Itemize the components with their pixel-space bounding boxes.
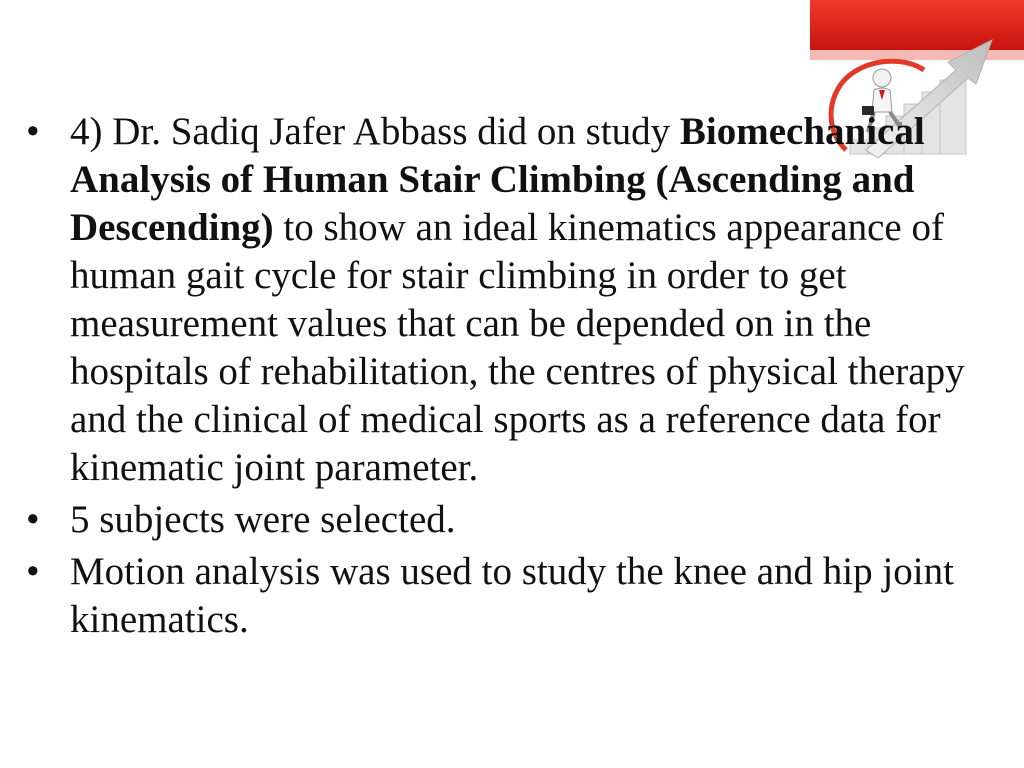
bullet-item-study (26, 108, 1001, 492)
subjects-text: 5 subjects were selected. (70, 498, 456, 541)
study-intro-text: 4) Dr. Sadiq Jafer Abbass did on study (70, 110, 680, 153)
logo-red-banner (810, 0, 1024, 50)
bullet-item-motion-analysis (26, 548, 1001, 644)
study-description-text: to show an ideal kinematics appearance of human gait cycle for stair climbing in order to get measurement values that can be depended on in the hospitals of rehabilitation, the centres of physical therapy and the clinical of medical sports as a reference data for kinematic joint parameter. (70, 206, 965, 489)
study-title-text: Biomechanical Analysis of Human Stair Climbing (Ascending and Descending) (70, 110, 925, 249)
bullet-marker: • (26, 550, 40, 593)
slide-content (26, 108, 1001, 648)
bullet-list (26, 108, 1001, 644)
bullet-marker: • (26, 498, 40, 541)
bullet-item-subjects (26, 496, 1001, 544)
motion-analysis-text: Motion analysis was used to study the knee and hip joint kinematics. (70, 550, 954, 641)
bullet-marker: • (26, 110, 40, 153)
